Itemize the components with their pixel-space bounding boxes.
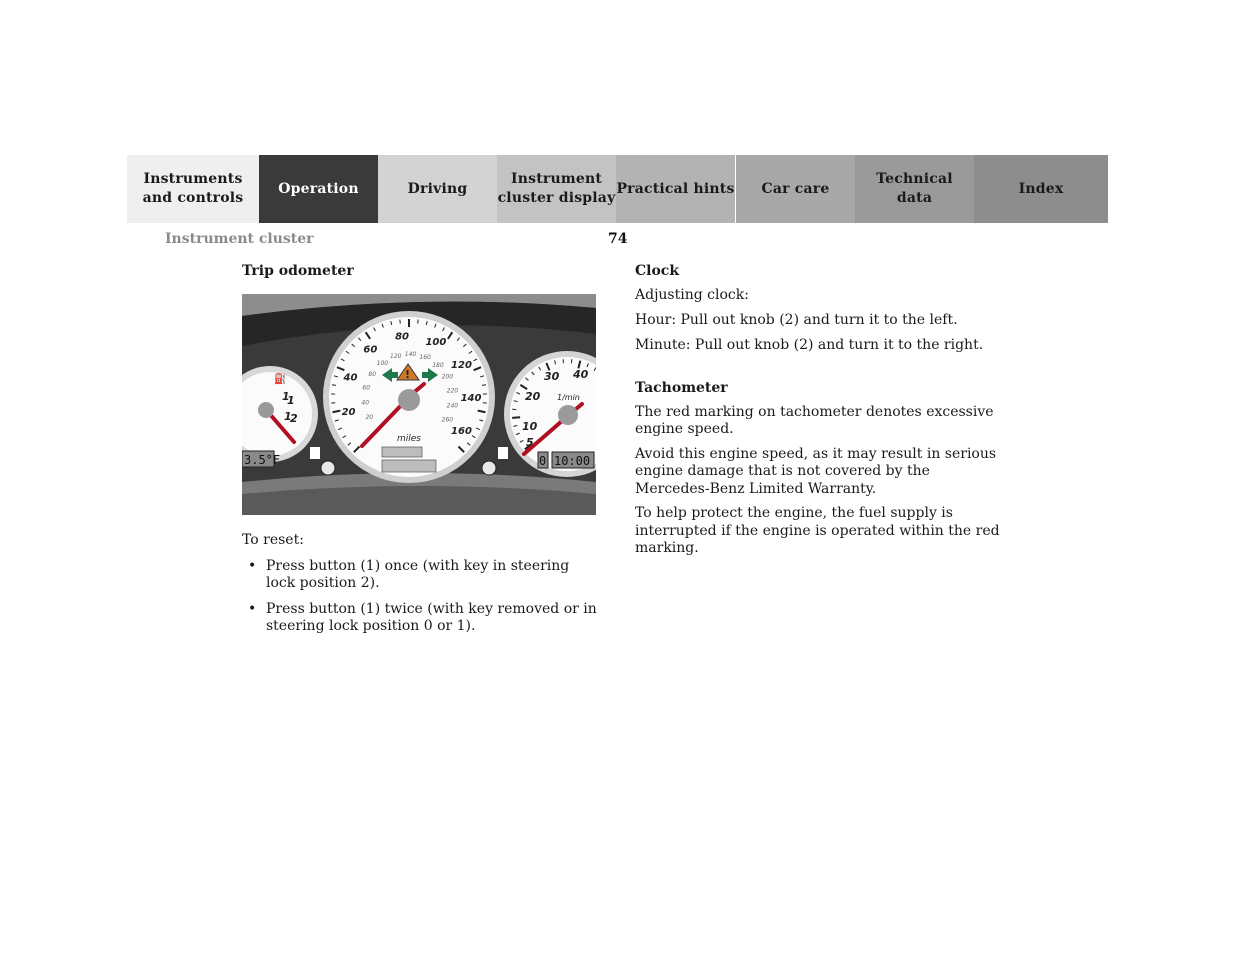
speedometer-mph-label: 60 [363,344,378,356]
speedometer-kmh-label: 240 [446,402,459,410]
trip-reset-button [321,461,335,475]
speedometer-kmh-label: 180 [432,361,444,369]
clock-line-3: Minute: Pull out knob (2) and turn it to the right. [635,337,984,353]
tachometer-heading: Tachometer [635,379,728,396]
tach-number: 20 [525,390,541,403]
speedometer-kmh-label: 100 [376,359,389,367]
tachometer-tick [512,417,520,418]
instrument-cluster-illustration [242,294,596,515]
clock-heading: Clock [635,263,680,279]
speedometer-tick [332,385,336,386]
tab-car-care[interactable]: Car care [736,155,855,223]
page-number: 74 [608,231,628,247]
speedometer-mph-label: 20 [341,406,356,418]
speedometer-unit: miles [397,434,421,444]
reset-step-1: Press button (1) once (with key in steering lock position 2). [266,557,570,591]
clock-adjust-knob [482,461,496,475]
list-item [242,558,602,593]
speedometer-kmh-label: 200 [441,373,454,381]
speedometer-kmh-label: 60 [362,384,371,392]
clock-line-1: Adjusting clock: [635,287,749,303]
tach-number: 5 [526,436,534,449]
tab-instrument-cluster-display[interactable]: Instrument cluster display [497,155,616,223]
speedometer-kmh-label: 160 [419,354,431,362]
knob-label-1 [310,447,320,459]
tach-number: 10 [522,420,538,433]
tab-technical-data[interactable]: Technical data [855,155,974,223]
speedometer-kmh-label: 20 [365,413,374,421]
speedometer-kmh-label: 220 [446,387,459,395]
speedometer-mph-label: 160 [451,425,472,437]
reset-intro: To reset: [242,532,304,548]
tachometer-paragraph-1: The red marking on tachometer denotes excessive engine speed. [635,403,994,437]
fuel-number: 1 [282,390,290,403]
left-column [242,263,602,279]
tab-instruments-and-controls[interactable]: Instruments and controls [127,155,259,223]
speedometer-mph-label: 100 [425,337,447,349]
fuel-number: 1 [287,394,295,407]
clock-prefix-digit: 0 [539,454,547,468]
tach-number: 30 [544,370,560,383]
odometer-display [382,460,436,472]
bullet-icon: • [248,557,257,574]
chapter-tab-bar [127,155,1108,223]
fuel-number: 2 [290,412,298,425]
tab-index[interactable]: Index [974,155,1108,223]
clock-line-2: Hour: Pull out knob (2) and turn it to the left. [635,312,958,328]
warning-mark: ! [405,368,411,381]
temperature-display: 3.5°F [244,453,281,467]
speedometer-kmh-label: 120 [389,353,402,361]
tachometer-paragraph-3: To help protect the engine, the fuel supply is interrupted if the engine is operated within the red marking. [635,505,1000,556]
tachometer-paragraph-2: Avoid this engine speed, as it may result in serious engine damage that is not covered by the Mercedes-Benz Limited Warranty. [635,445,997,497]
tab-practical-hints[interactable]: Practical hints [616,155,736,223]
speedometer-mph-label: 120 [451,360,472,372]
bullet-icon: • [248,600,257,617]
tach-number: 40 [573,368,589,381]
reset-instructions [242,532,602,644]
right-column [635,263,1000,558]
list-item [242,601,602,636]
speedometer-kmh-label: 80 [368,370,377,378]
speedometer-kmh-label: 40 [361,399,370,407]
tab-driving[interactable]: Driving [378,155,497,223]
clock-display: 10:00 [554,454,591,468]
section-title: Instrument cluster [165,231,314,247]
speedometer-mph-label: 40 [343,372,358,384]
reset-step-2: Press button (1) twice (with key removed or in steering lock position 0 or 1). [266,600,597,634]
speedometer-mph-label: 80 [395,331,410,343]
speedometer-kmh-label: 140 [404,351,417,359]
tab-operation[interactable]: Operation [259,155,378,223]
cluster-svg [242,294,596,515]
trip-odometer-heading: Trip odometer [242,263,354,279]
speedometer-kmh-label: 260 [441,416,454,424]
fuel-number: 1 [284,410,292,423]
tach-unit: 1/min [557,393,580,402]
knob-label-2 [498,447,508,459]
speedometer-mph-label: 140 [460,393,482,404]
speedometer-tick [482,385,486,386]
reset-steps-list [242,558,602,636]
fuel-pump-icon: ⛽ [274,374,287,385]
